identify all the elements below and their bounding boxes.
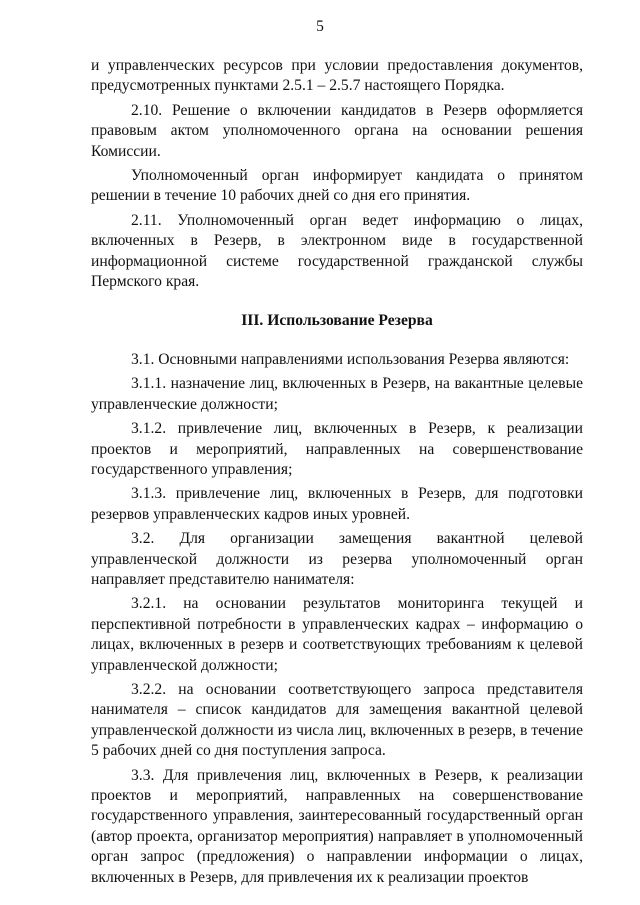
paragraph: 3.3. Для привлечения лиц, включенных в Резерв, к реализации проектов и мероприятий, направленных на совершенствование государственного управления, заинтересованный государственный орган (автор проекта, организатор мероприятия) направляет в уполномоченный орган запрос (предложения) о направлении информации о лицах, включенных в Резерв, для привлечения их к реализации проектов <box>91 766 583 886</box>
paragraph: Уполномоченный орган информирует кандидата о принятом решении в течение 10 рабочих дней со дня его принятия. <box>91 167 583 205</box>
page-number: 5 <box>316 18 324 35</box>
paragraph: 3.1.1. назначение лиц, включенных в Резерв, на вакантные целевые управленческие должности; <box>91 375 583 413</box>
paragraph: 3.1.3. привлечение лиц, включенных в Резерв, для подготовки резервов управленческих кадров иных уровней. <box>91 485 583 523</box>
paragraph: 3.2. Для организации замещения вакантной целевой управленческой должности из резерва уполномоченный орган направляет представителю нанимателя: <box>91 530 583 588</box>
paragraph: 3.2.2. на основании соответствующего запроса представителя нанимателя – список кандидатов для замещения вакантной целевой управленческой должности из числа лиц, включенных в резерв, в течение 5 рабочих дней со дня поступления запроса. <box>91 680 583 760</box>
section-3-body <box>91 350 583 888</box>
paragraph: 2.10. Решение о включении кандидатов в Резерв оформляется правовым актом уполномоченного органа на основании решения Комиссии. <box>91 101 583 160</box>
document-body <box>91 56 583 892</box>
paragraph: и управленческих ресурсов при условии предоставления документов, предусмотренных пунктами 2.5.1 – 2.5.7 настоящего Порядка. <box>91 57 583 95</box>
paragraph: 2.11. Уполномоченный орган ведет информацию о лицах, включенных в Резерв, в электронном виде в государственной информационной системе государственной гражданской службы Пермского края. <box>91 211 583 291</box>
section-heading: III. Использование Резерва <box>241 312 433 330</box>
paragraph: 3.1. Основными направлениями использования Резерва являются: <box>131 350 570 368</box>
section-2-continuation <box>91 56 583 292</box>
paragraph: 3.1.2. привлечение лиц, включенных в Резерв, к реализации проектов и мероприятий, направленных на совершенствование государственного управления; <box>91 420 583 478</box>
paragraph: 3.2.1. на основании результатов мониторинга текущей и перспективной потребности в управленческих кадрах – информацию о лицах, включенных в резерв и соответствующих требованиям к целевой управленческой должности; <box>91 595 583 674</box>
